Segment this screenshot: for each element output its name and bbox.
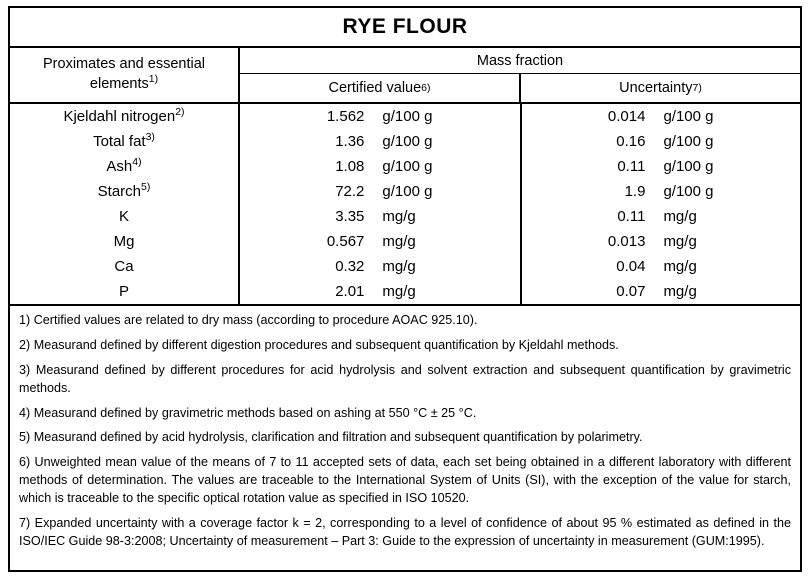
column-header-analyte — [10, 48, 240, 102]
column-header-mass-fraction: Mass fraction — [240, 48, 800, 74]
page-title: RYE FLOUR — [342, 15, 468, 38]
footnote-3: 3) Measurand defined by different procedures for acid hydrolysis and solvent extraction and subsequent quantification by gravimetric methods. — [19, 362, 791, 395]
row-uncertainty — [522, 254, 800, 279]
uncertainty-value: 0.16 — [616, 133, 646, 150]
analyte-label: Total fat — [93, 133, 146, 150]
row-analyte-name — [10, 279, 240, 304]
row-analyte-name — [10, 154, 240, 179]
uncertainty-value: 0.07 — [616, 283, 646, 300]
row-analyte-name — [10, 204, 240, 229]
uncertainty-unit: mg/g — [663, 258, 697, 275]
table-row — [10, 129, 800, 154]
certified-value: 0.32 — [335, 258, 365, 275]
certified-value-unit: mg/g — [382, 258, 416, 275]
uncertainty-unit: g/100 g — [663, 158, 714, 175]
analyte-label: P — [118, 283, 129, 300]
table-row — [10, 254, 800, 279]
column-subheaders — [240, 74, 800, 102]
table-row — [10, 279, 800, 304]
row-analyte-name — [10, 254, 240, 279]
certified-value: 3.35 — [335, 208, 365, 225]
row-analyte-name — [10, 229, 240, 254]
footnote-marker: 5) — [141, 181, 151, 193]
row-uncertainty — [522, 104, 800, 129]
row-certified-value — [240, 279, 522, 304]
footnote-7: 7) Expanded uncertainty with a coverage factor k = 2, corresponding to a level of confidence of about 95 % estimated as defined in the ISO/IEC Guide 98-3:2008; Uncertainty of measurement – Part 3: Guide to the expression of uncertainty in measurement (GUM:1995). — [19, 515, 791, 548]
column-header-certified-value-label: Certified value — [328, 80, 422, 96]
footnote-marker: 4) — [132, 156, 142, 168]
footnote-marker: 3) — [145, 131, 155, 143]
certified-value-unit: g/100 g — [382, 183, 433, 200]
row-analyte-name — [10, 179, 240, 204]
certified-value-unit: mg/g — [382, 208, 416, 225]
uncertainty-unit: g/100 g — [663, 108, 714, 125]
analyte-label: Starch — [97, 183, 141, 200]
row-uncertainty — [522, 129, 800, 154]
table-row — [10, 229, 800, 254]
certified-value-unit: g/100 g — [382, 158, 433, 175]
row-uncertainty — [522, 279, 800, 304]
certified-value: 1.08 — [335, 158, 365, 175]
row-uncertainty — [522, 229, 800, 254]
certified-value: 72.2 — [335, 183, 365, 200]
certified-value-unit: g/100 g — [382, 108, 433, 125]
uncertainty-unit: mg/g — [663, 233, 697, 250]
table-row — [10, 204, 800, 229]
uncertainty-unit: mg/g — [663, 283, 697, 300]
footnote-1: 1) Certified values are related to dry mass (according to procedure AOAC 925.10). — [19, 313, 478, 327]
certificate-table — [8, 6, 802, 572]
uncertainty-value: 0.013 — [607, 233, 646, 250]
certified-value-unit: mg/g — [382, 283, 416, 300]
footnote-5: 5) Measurand defined by acid hydrolysis, clarification and filtration and subsequent quantification by polarimetry. — [19, 430, 643, 445]
uncertainty-unit: mg/g — [663, 208, 697, 225]
table-row — [10, 154, 800, 179]
analyte-label: Mg — [113, 233, 135, 250]
uncertainty-value: 0.11 — [617, 208, 646, 225]
table-row — [10, 179, 800, 204]
analyte-label: Kjeldahl nitrogen — [63, 108, 176, 125]
table-title-row — [10, 8, 800, 48]
footnote-4: 4) Measurand defined by gravimetric methods based on ashing at 550 °C ± 25 °C. — [19, 405, 477, 420]
row-uncertainty — [522, 154, 800, 179]
table-row — [10, 104, 800, 129]
certified-value-unit: mg/g — [382, 233, 416, 250]
certified-value: 2.01 — [335, 283, 365, 300]
row-certified-value — [240, 129, 522, 154]
row-analyte-name — [10, 104, 240, 129]
certified-value: 0.567 — [326, 233, 365, 250]
uncertainty-unit: g/100 g — [663, 183, 714, 200]
certified-value: 1.36 — [335, 133, 365, 150]
footnote-6: 6) Unweighted mean value of the means of 7 to 11 accepted sets of data, each set being obtained in a different laboratory with different methods of determination. The values are traceable to the International System of Units (SI), with the exception of the value for starch, which is traceable to the specific optical rotation value as specified in ISO 10520. — [19, 455, 791, 505]
uncertainty-value: 0.014 — [607, 108, 646, 125]
certified-value: 1.562 — [326, 108, 365, 125]
row-uncertainty — [522, 179, 800, 204]
column-header-uncertainty-label: Uncertainty — [619, 80, 693, 96]
analyte-label: K — [118, 208, 129, 225]
column-header-mass-fraction-group — [240, 48, 800, 102]
row-certified-value — [240, 229, 522, 254]
row-uncertainty — [522, 204, 800, 229]
column-header-uncertainty: Uncertainty 7) — [619, 80, 702, 96]
analyte-label: Ash — [106, 158, 133, 175]
row-analyte-name — [10, 129, 240, 154]
column-header-certified-value: Certified value 6) — [240, 74, 521, 102]
row-certified-value — [240, 254, 522, 279]
uncertainty-unit: g/100 g — [663, 133, 714, 150]
uncertainty-value: 1.9 — [624, 183, 646, 200]
row-certified-value — [240, 204, 522, 229]
footnotes-section — [10, 306, 800, 555]
footnote-2: 2) Measurand defined by different digestion procedures and subsequent quantification by Kjeldahl methods. — [19, 337, 619, 352]
certified-value-unit: g/100 g — [382, 133, 433, 150]
uncertainty-value: 0.11 — [617, 158, 646, 175]
row-certified-value — [240, 179, 522, 204]
footnote-marker-1: 1) — [148, 73, 159, 86]
footnote-marker: 2) — [175, 106, 185, 118]
table-header — [10, 48, 800, 104]
table-body — [10, 104, 800, 306]
uncertainty-value: 0.04 — [616, 258, 646, 275]
analyte-label: Ca — [114, 258, 134, 275]
row-certified-value — [240, 154, 522, 179]
row-certified-value — [240, 104, 522, 129]
column-header-analyte-label: Proximates and essential elements — [43, 56, 205, 92]
